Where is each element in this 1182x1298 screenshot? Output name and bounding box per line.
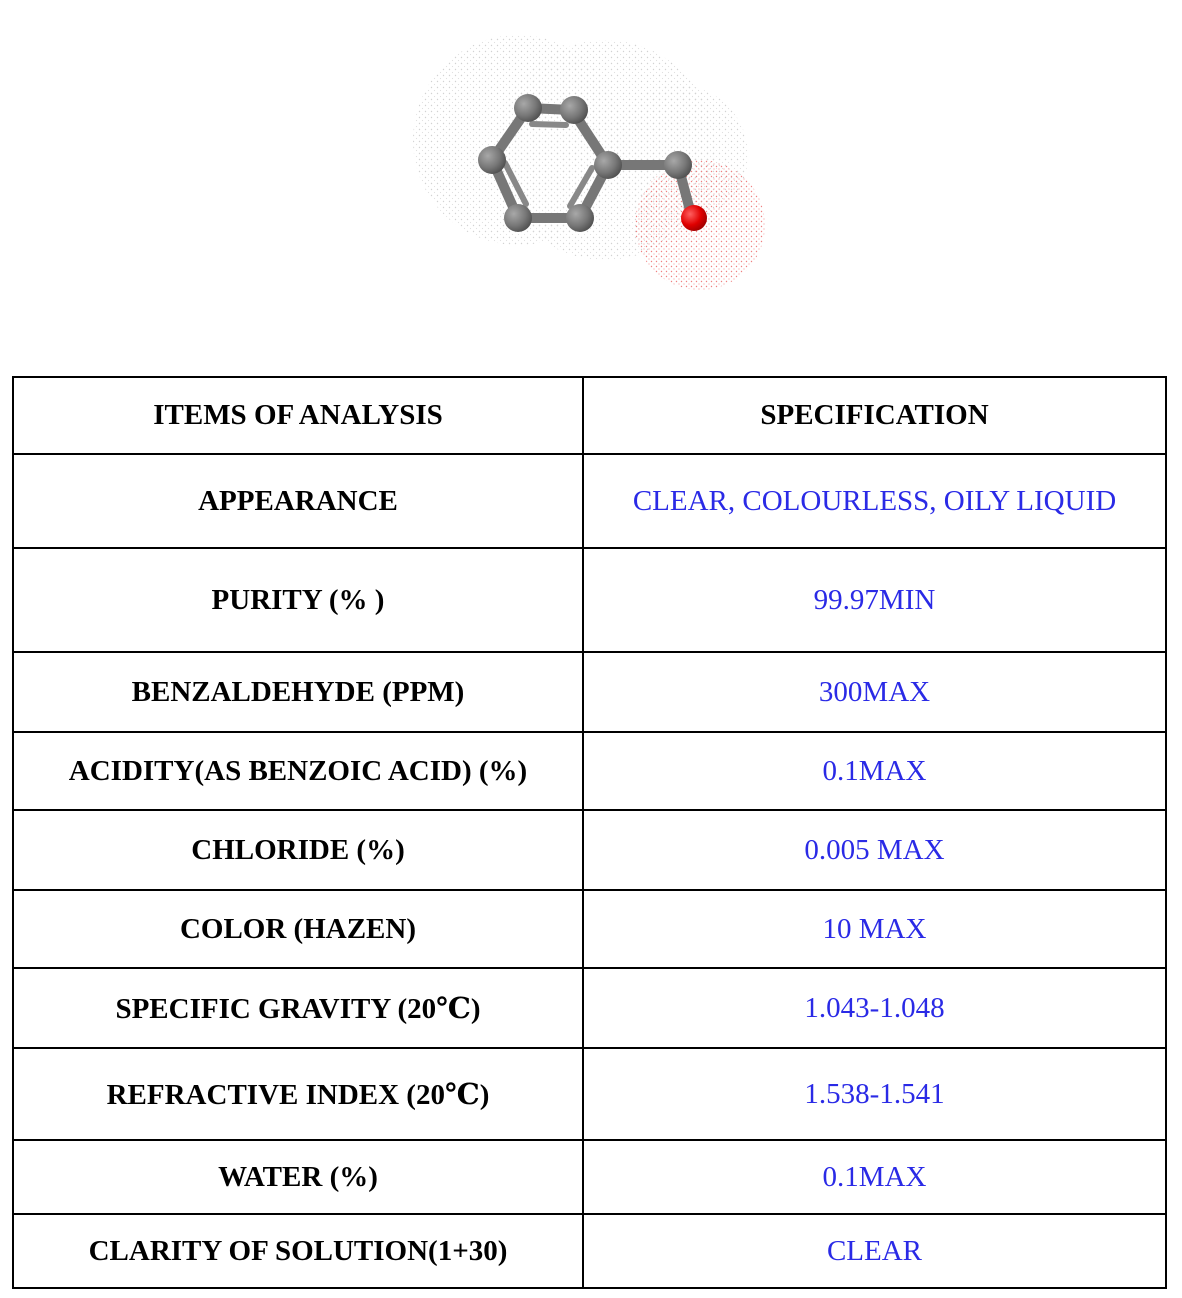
item-cell: SPECIFIC GRAVITY (20℃) xyxy=(13,968,583,1048)
specification-table xyxy=(12,376,1167,1289)
value-cell: 0.005 MAX xyxy=(583,810,1166,890)
item-cell: ACIDITY(AS BENZOIC ACID) (%) xyxy=(13,732,583,810)
table-row xyxy=(13,810,1166,890)
item-cell: REFRACTIVE INDEX (20℃) xyxy=(13,1048,583,1140)
value-cell: 10 MAX xyxy=(583,890,1166,968)
table-row xyxy=(13,1048,1166,1140)
table-row xyxy=(13,548,1166,652)
item-cell: BENZALDEHYDE (PPM) xyxy=(13,652,583,732)
molecule-image xyxy=(400,20,780,320)
table-row xyxy=(13,454,1166,548)
table-row xyxy=(13,1214,1166,1288)
item-cell: CHLORIDE (%) xyxy=(13,810,583,890)
item-cell: APPEARANCE xyxy=(13,454,583,548)
table-row xyxy=(13,968,1166,1048)
header-spec: SPECIFICATION xyxy=(583,377,1166,454)
table-row xyxy=(13,890,1166,968)
value-cell: 99.97MIN xyxy=(583,548,1166,652)
value-cell: 300MAX xyxy=(583,652,1166,732)
value-cell: 1.043-1.048 xyxy=(583,968,1166,1048)
header-items: ITEMS OF ANALYSIS xyxy=(13,377,583,454)
value-cell: CLEAR, COLOURLESS, OILY LIQUID xyxy=(583,454,1166,548)
value-cell: 0.1MAX xyxy=(583,732,1166,810)
table-row xyxy=(13,652,1166,732)
table-row xyxy=(13,732,1166,810)
value-cell: 0.1MAX xyxy=(583,1140,1166,1214)
value-cell: 1.538-1.541 xyxy=(583,1048,1166,1140)
item-cell: COLOR (HAZEN) xyxy=(13,890,583,968)
table-row xyxy=(13,1140,1166,1214)
value-cell: CLEAR xyxy=(583,1214,1166,1288)
electron-cloud xyxy=(413,35,765,290)
item-cell: CLARITY OF SOLUTION(1+30) xyxy=(13,1214,583,1288)
oxygen-atom xyxy=(681,205,707,231)
table-header-row xyxy=(13,377,1166,454)
item-cell: PURITY (% ) xyxy=(13,548,583,652)
item-cell: WATER (%) xyxy=(13,1140,583,1214)
